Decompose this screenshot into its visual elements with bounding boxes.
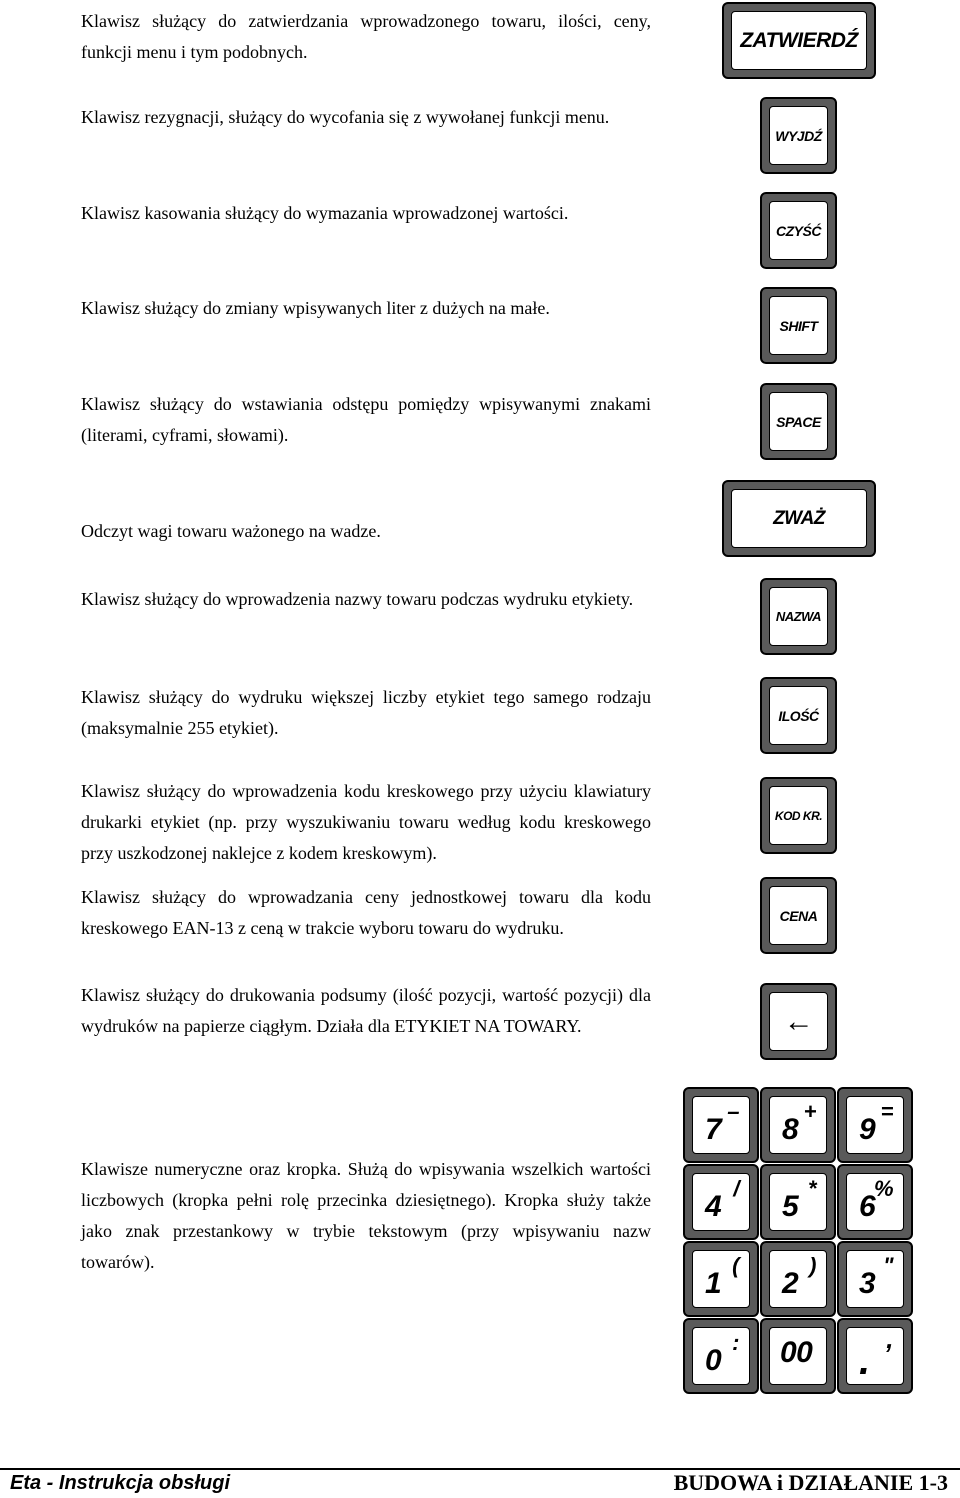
zatwierdz-key (722, 2, 876, 79)
description-nazwa: Klawisz służący do wprowadzenia nazwy towaru podczas wydruku etykiety. (81, 589, 634, 609)
space-key (760, 383, 837, 460)
space-key-label: SPACE (769, 392, 828, 451)
description-zatwierdz: Klawisz służący do zatwierdzania wprowadzonego towaru, ilości, ceny, funkcji menu i tym podobnych. (81, 11, 651, 62)
description-kod-kr: Klawisz służący do wprowadzenia kodu kreskowego przy użyciu klawiatury drukarki etykiet (np. przy wyszukiwaniu towaru według kodu kreskowego przy uszkodzonej naklejce z kodem kreskowym). (81, 781, 651, 863)
numpad-key-4 (683, 1164, 759, 1240)
numpad-digit: 4 (705, 1190, 722, 1223)
podsuma-key (760, 983, 837, 1060)
nazwa-key-label: NAZWA (769, 587, 828, 646)
description-cena: Klawisz służący do wprowadzania ceny jednostkowej towaru dla kodu kreskowego EAN-13 z ceną w trakcie wyboru towaru do wydruku. (81, 887, 651, 938)
numpad-symbol: % (873, 1176, 893, 1201)
numpad-digit: 1 (705, 1267, 722, 1300)
description-space: Klawisz służący do wstawiania odstępu pomiędzy wpisywanymi znakami (literami, cyframi, słowami). (81, 394, 651, 445)
numpad-symbol: / (733, 1176, 739, 1201)
numpad-symbol: " (883, 1253, 893, 1278)
numpad-digit: 2 (782, 1267, 799, 1300)
numpad-symbol: + (803, 1099, 816, 1124)
nazwa-key (760, 578, 837, 655)
description-numeric: Klawisze numeryczne oraz kropka. Służą do wpisywania wszelkich wartości liczbowych (kropka pełni rolę przecinka dziesiętnego). Kropka służy także jako znak przestankowy w trybie tekstowym (przy wpisywaniu nazw towarów). (81, 1159, 651, 1272)
numpad-symbol: ) (809, 1253, 816, 1278)
numpad-key-2 (760, 1241, 836, 1317)
numpad-key-0 (683, 1318, 759, 1394)
numpad-symbol: * (807, 1176, 816, 1201)
wyjdz-key (760, 97, 837, 174)
zatwierdz-key-label: ZATWIERDŹ (731, 11, 867, 70)
numpad-digit: 9 (859, 1113, 876, 1146)
footer-section-page: BUDOWA i DZIAŁANIE 1-3 (673, 1470, 948, 1495)
footer-manual-title: Eta - Instrukcja obsługi (10, 1472, 231, 1494)
wyjdz-key-label: WYJDŹ (769, 106, 828, 165)
numpad-symbol: ( (732, 1253, 739, 1278)
numpad-key-7 (683, 1087, 759, 1163)
numpad-digit: 7 (705, 1113, 722, 1146)
numpad-key-6 (837, 1164, 913, 1240)
numpad-key-dot (837, 1318, 913, 1394)
numpad-digit: 0 (705, 1344, 722, 1377)
kod-kr-key-label: KOD KR. (769, 786, 828, 845)
numpad-key-8 (760, 1087, 836, 1163)
description-zwaz: Odczyt wagi towaru ważonego na wadze. (81, 521, 381, 541)
cena-key (760, 877, 837, 954)
numpad-digit: 5 (782, 1190, 799, 1223)
zwaz-key-label: ZWAŻ (731, 489, 867, 548)
czysc-key-label: CZYŚĆ (769, 201, 828, 260)
numpad-key-5 (760, 1164, 836, 1240)
numpad-key-3 (837, 1241, 913, 1317)
numpad-digit: 6 (859, 1190, 876, 1223)
cena-key-label: CENA (769, 886, 828, 945)
shift-key-label: SHIFT (769, 296, 828, 355)
ilosc-key-label: ILOŚĆ (769, 686, 828, 745)
description-podsuma: Klawisz służący do drukowania podsumy (ilość pozycji, wartość pozycji) dla wydruków na papierze ciągłym. Działa dla ETYKIET NA TOWARY. (81, 985, 651, 1036)
kod-kr-key (760, 777, 837, 854)
description-shift: Klawisz służący do zmiany wpisywanych liter z dużych na małe. (81, 298, 550, 318)
numpad-key-00 (760, 1318, 836, 1394)
numpad-symbol: – (727, 1099, 739, 1124)
numpad-key-1 (683, 1241, 759, 1317)
numpad-digit: 8 (782, 1113, 799, 1146)
shift-key (760, 287, 837, 364)
numpad-symbol: , (886, 1324, 893, 1354)
description-ilosc: Klawisz służący do wydruku większej liczby etykiet tego samego rodzaju (maksymalnie 255 etykiet). (81, 687, 651, 738)
numpad-symbol: : (732, 1330, 739, 1355)
description-czysc: Klawisz kasowania służący do wymazania wprowadzonej wartości. (81, 203, 569, 223)
zwaz-key (722, 480, 876, 557)
description-wyjdz: Klawisz rezygnacji, służący do wycofania się z wywołanej funkcji menu. (81, 107, 610, 127)
numpad-digit: 3 (859, 1267, 876, 1300)
numpad-symbol: = (880, 1099, 893, 1124)
numpad-digit: . (859, 1339, 870, 1383)
arrow-left-icon: ← (769, 992, 828, 1051)
ilosc-key (760, 677, 837, 754)
numpad-digit: 00 (780, 1336, 813, 1369)
numpad-key-9 (837, 1087, 913, 1163)
czysc-key (760, 192, 837, 269)
